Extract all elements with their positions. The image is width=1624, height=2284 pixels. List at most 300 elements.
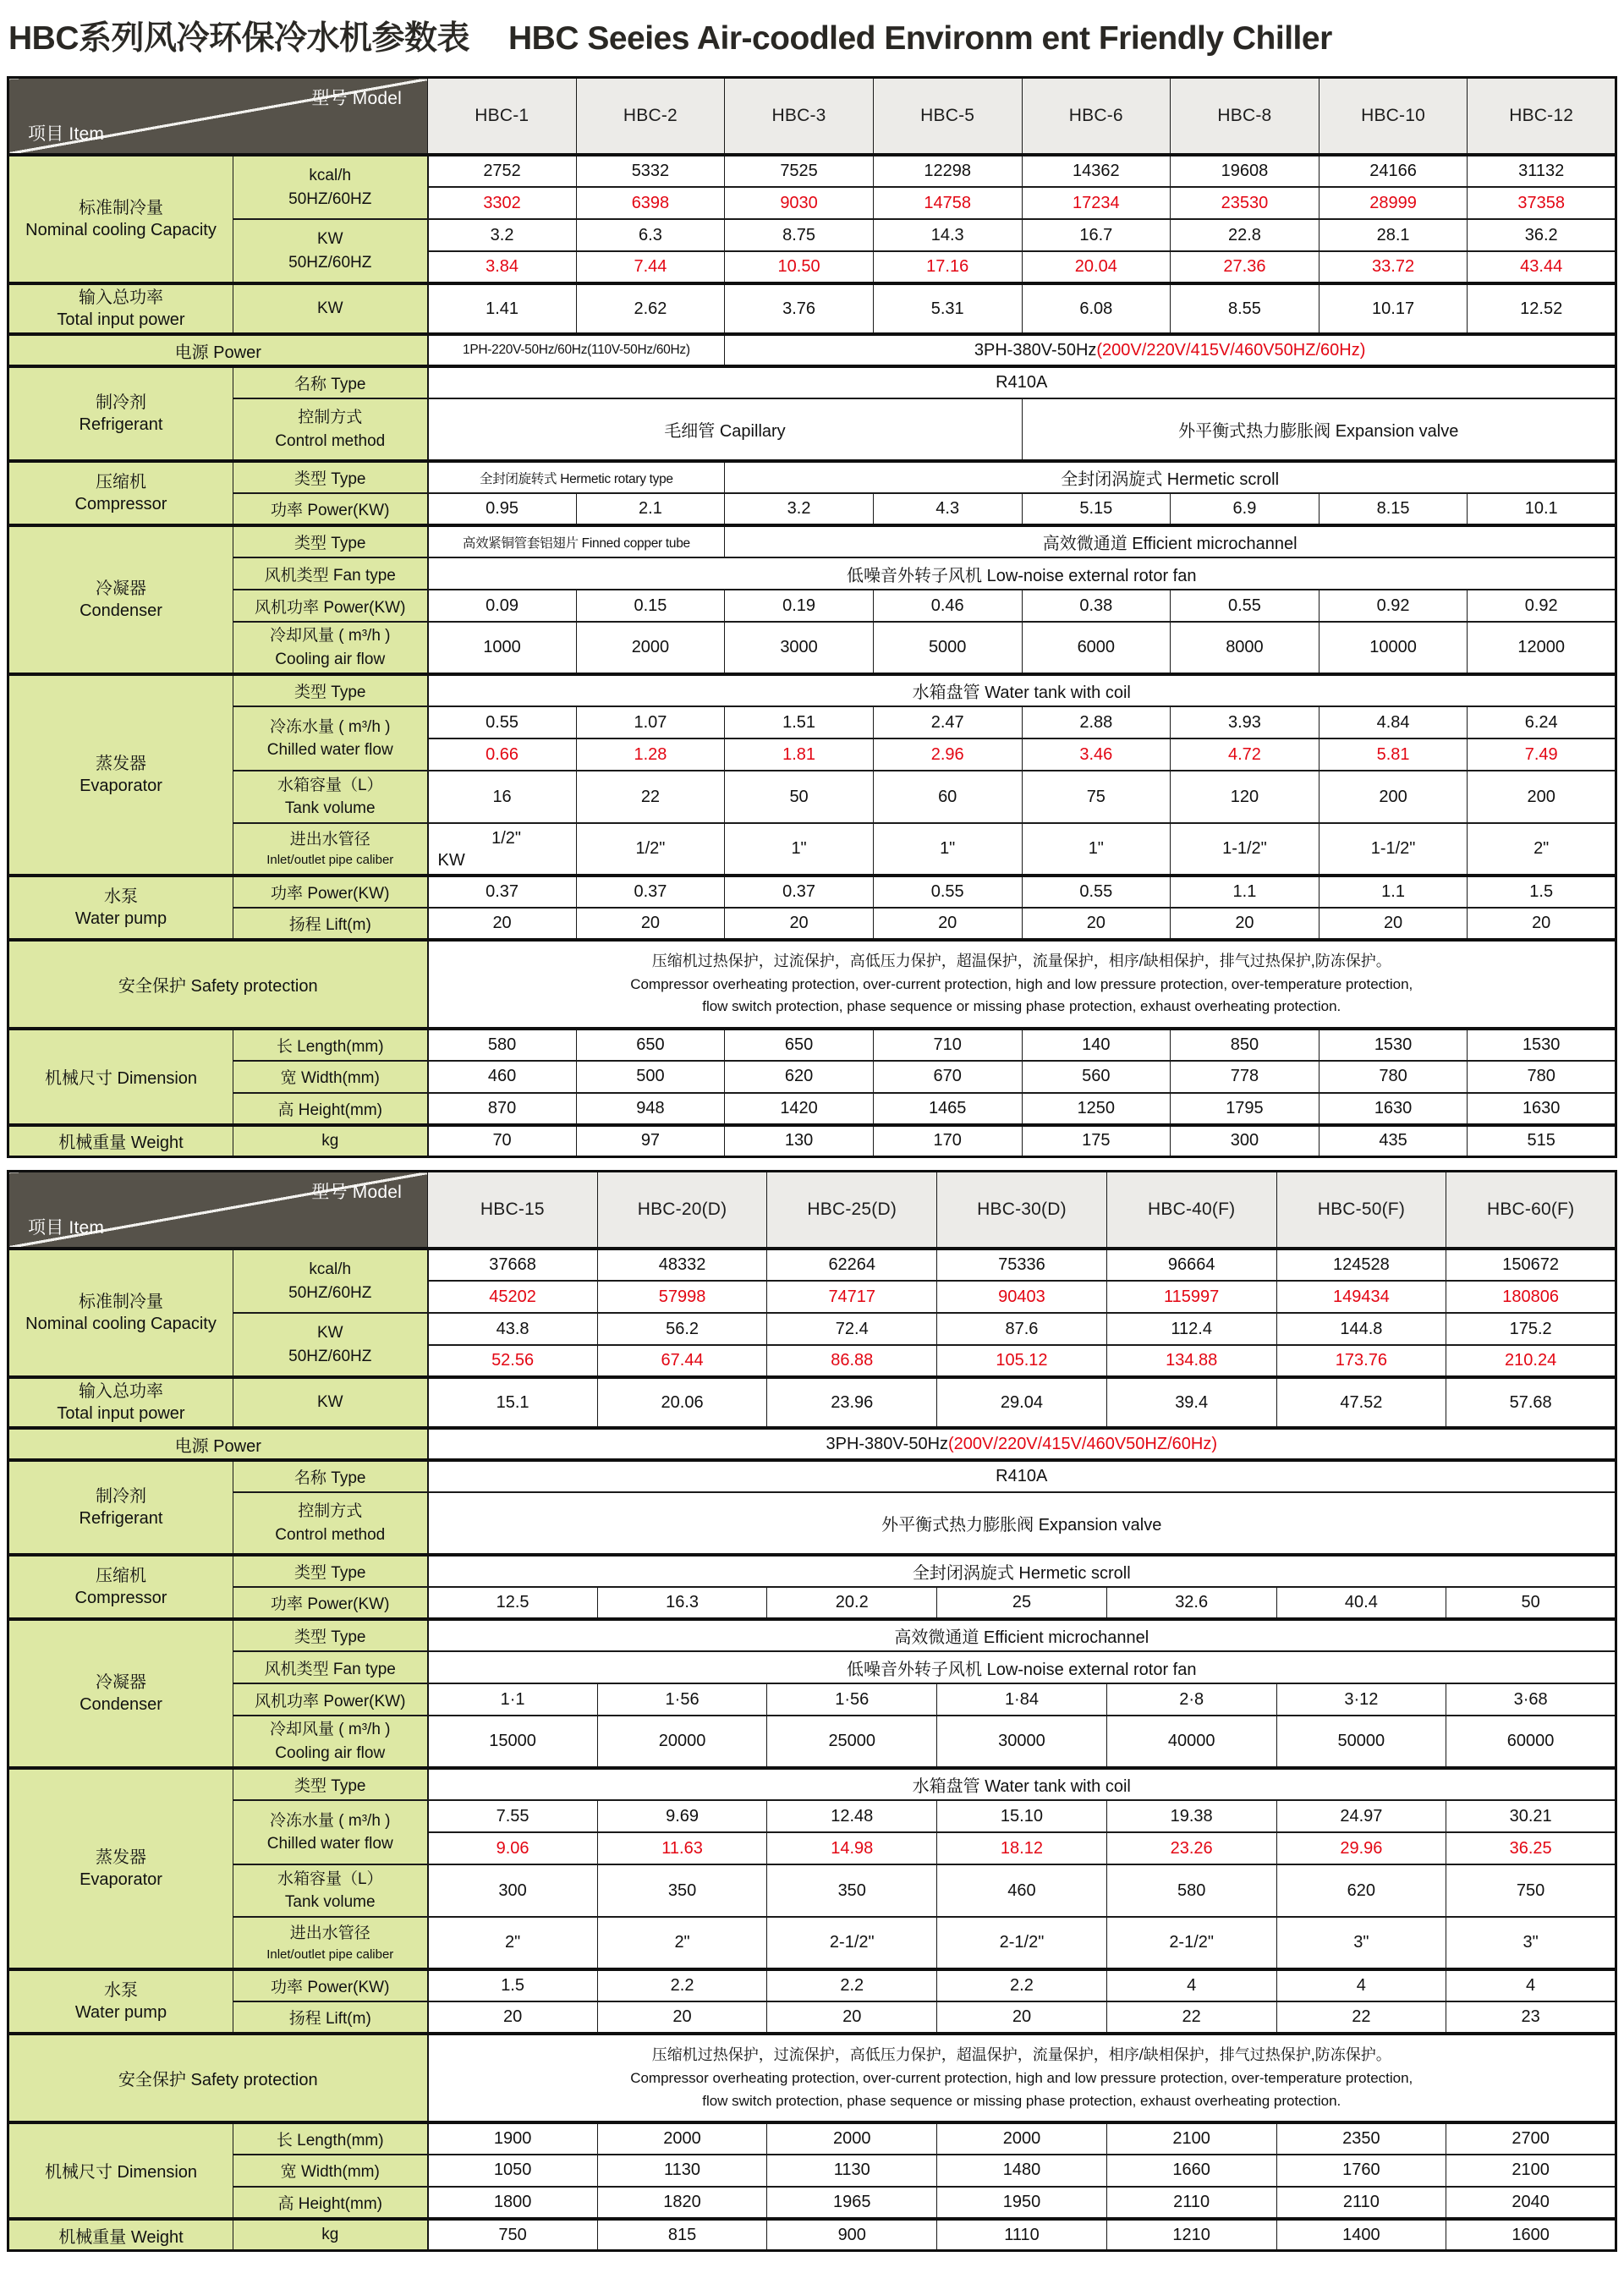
value-cell	[767, 1683, 937, 1716]
cell-text: 650	[636, 1035, 665, 1054]
cell-line: 压缩机	[96, 473, 146, 491]
value-cell	[1446, 2155, 1616, 2187]
category-cell	[8, 155, 233, 283]
value-cell	[576, 1093, 725, 1125]
parameter-table-small-models	[7, 76, 1617, 1158]
category-cell	[8, 1460, 233, 1555]
cell-text: 31132	[1518, 162, 1565, 180]
cell-text: 14362	[1073, 162, 1120, 180]
value-cell	[1022, 283, 1171, 334]
cell-text: 36.25	[1509, 1838, 1552, 1858]
cell-text: 1.1	[1381, 882, 1405, 902]
value-cell	[1171, 155, 1320, 187]
cell-text: 毛细管 Capillary	[664, 422, 786, 441]
value-cell	[725, 525, 1616, 557]
value-cell	[873, 1029, 1022, 1061]
table-row	[8, 2122, 1616, 2155]
cell-text: 1130	[833, 2160, 870, 2180]
table-row	[8, 1969, 1616, 2001]
cell-line: 50HZ/60HZ	[288, 253, 372, 272]
cell-text: 60	[938, 787, 957, 806]
value-cell	[1468, 823, 1616, 876]
table-row	[8, 1377, 1616, 1428]
cell-text: 850	[1230, 1035, 1259, 1054]
value-cell	[576, 1061, 725, 1093]
cell-text: 0.55	[930, 882, 964, 902]
value-cell	[1022, 1061, 1171, 1093]
cell-text: 长 Length(mm)	[276, 2131, 384, 2149]
cell-line: 水箱容量（L）	[277, 1869, 383, 1888]
cell-text: 500	[636, 1067, 665, 1086]
cell-text: 8000	[1226, 638, 1264, 657]
cell-text: 9030	[780, 193, 818, 212]
sub-item-cell	[233, 1969, 428, 2001]
sub-item-cell	[233, 366, 428, 398]
cell-text: 8.55	[1227, 299, 1261, 318]
value-cell	[576, 219, 725, 251]
table-row	[8, 1651, 1616, 1683]
cell-line: 进出水管径	[289, 830, 370, 848]
cell-text: 2·8	[1179, 1689, 1204, 1709]
cell-text: 高 Height(mm)	[277, 2194, 382, 2213]
item-axis-label: 项目 Item	[28, 1218, 105, 1238]
cell-line: 50HZ/60HZ	[288, 1283, 372, 1302]
value-cell	[1022, 590, 1171, 622]
cell-text: 3.2	[787, 499, 811, 518]
value-cell	[597, 1313, 767, 1345]
cell-text: 2110	[1342, 2192, 1380, 2211]
value-cell	[1319, 823, 1468, 876]
value-cell	[1022, 706, 1171, 738]
cell-text: 8.15	[1376, 499, 1410, 518]
table-row	[8, 2187, 1616, 2219]
cell-text: 780	[1379, 1067, 1407, 1086]
cell-line: Nominal cooling Capacity	[25, 221, 217, 239]
cell-text: 15.1	[496, 1392, 529, 1412]
value-cell	[937, 1249, 1107, 1281]
value-cell	[576, 493, 725, 525]
cell-text: 机械重量 Weight	[58, 2227, 184, 2247]
category-cell	[8, 876, 233, 940]
cell-text: 750	[498, 2225, 527, 2244]
cell-text: 20	[1235, 914, 1254, 933]
cell-text: 4	[1526, 1976, 1536, 1996]
value-cell	[428, 1125, 577, 1157]
cell-text: 17234	[1073, 193, 1120, 212]
value-cell	[1446, 1917, 1616, 1969]
cell-text: 1.28	[634, 744, 667, 764]
cell-text: 23.26	[1170, 1838, 1213, 1858]
cell-text: 2.1	[639, 499, 662, 518]
cell-line: Evaporator	[80, 1870, 162, 1890]
cell-text: 1"	[1088, 839, 1104, 859]
value-cell	[767, 2001, 937, 2034]
value-cell	[428, 2187, 598, 2219]
category-cell	[8, 1768, 233, 1969]
value-cell	[1319, 1029, 1468, 1061]
cell-text: 1·84	[1004, 1689, 1039, 1709]
cell-line: 50HZ/60HZ	[288, 189, 372, 208]
value-cell	[597, 1716, 767, 1768]
cell-text: 12000	[1517, 638, 1565, 657]
row-label-cell	[8, 2034, 428, 2122]
sub-item-cell	[233, 1313, 428, 1377]
cell-text: 3·68	[1513, 1689, 1548, 1709]
cell-line: 冷冻水量 ( m³/h )	[270, 717, 391, 736]
value-cell	[1276, 1377, 1446, 1428]
cell-text: 16.3	[666, 1593, 700, 1612]
cell-text: 115997	[1164, 1287, 1220, 1306]
value-cell	[428, 771, 577, 823]
sub-item-cell	[233, 908, 428, 940]
cell-text: 安全保护 Safety protection	[118, 976, 318, 996]
cell-text: 0.15	[634, 596, 667, 615]
table-row	[8, 155, 1616, 187]
cell-text: 22.8	[1227, 225, 1261, 244]
cell-text: 23	[1521, 2007, 1540, 2027]
value-cell	[428, 2122, 598, 2155]
value-cell	[576, 590, 725, 622]
value-cell	[1022, 1125, 1171, 1157]
value-cell	[428, 334, 725, 366]
value-cell	[1319, 1061, 1468, 1093]
cell-line: Condenser	[80, 601, 162, 621]
value-cell	[1106, 1800, 1276, 1832]
sub-item-cell	[233, 1800, 428, 1864]
value-cell	[1106, 1249, 1276, 1281]
sub-item-cell	[233, 1029, 428, 1061]
value-cell	[428, 398, 1023, 461]
table-row	[8, 1619, 1616, 1651]
value-cell	[937, 1800, 1107, 1832]
value-cell	[1106, 1917, 1276, 1969]
cell-text: 50000	[1337, 1732, 1385, 1751]
value-cell	[767, 1313, 937, 1345]
value-cell	[1319, 493, 1468, 525]
cell-text: 4.84	[1376, 712, 1410, 732]
cell-line: 进出水管径	[289, 1924, 370, 1943]
cell-text: 75336	[998, 1255, 1045, 1275]
cell-text: 20	[1383, 914, 1403, 933]
value-cell	[1468, 738, 1616, 771]
cell-text: 外平衡式热力膨胀阀 Expansion valve	[881, 1516, 1162, 1535]
value-cell	[1106, 1345, 1276, 1377]
cell-text: 14758	[924, 193, 971, 212]
table-row	[8, 1716, 1616, 1768]
value-cell	[1446, 1832, 1616, 1864]
value-cell	[767, 2122, 937, 2155]
value-cell	[873, 622, 1022, 674]
spec-table-2	[7, 1170, 1617, 2252]
value-cell	[937, 2219, 1107, 2251]
value-cell	[873, 1061, 1022, 1093]
cell-text: 124528	[1332, 1255, 1390, 1275]
cell-line: Condenser	[80, 1695, 162, 1715]
cell-line: KW	[316, 1324, 343, 1342]
corner-cell	[8, 78, 428, 156]
cell-text: 类型 Type	[294, 684, 366, 702]
cell-text: 28999	[1369, 193, 1417, 212]
category-cell	[8, 525, 233, 674]
cell-text: 功率 Power(KW)	[271, 885, 390, 903]
cell-text: 1795	[1226, 1098, 1264, 1117]
table-row	[8, 1587, 1616, 1619]
value-cell	[1319, 251, 1468, 283]
cell-text: 2-1/2"	[829, 1933, 875, 1952]
cell-text: 75	[1086, 787, 1106, 806]
value-cell	[1468, 493, 1616, 525]
cell-text: 36.2	[1524, 225, 1558, 244]
value-cell	[1171, 493, 1320, 525]
cell-text: 5.31	[930, 299, 964, 318]
value-cell	[576, 1029, 725, 1061]
cell-text: 7525	[780, 162, 818, 180]
value-cell	[937, 2001, 1107, 2034]
cell-text: 22	[1182, 2007, 1201, 2027]
category-cell	[8, 283, 233, 334]
cell-line: Compressor	[74, 495, 167, 513]
cell-text: 650	[784, 1035, 814, 1054]
value-cell	[725, 283, 874, 334]
sub-item-cell	[233, 1917, 428, 1969]
value-cell	[576, 771, 725, 823]
spec-table-1	[7, 76, 1617, 1158]
category-cell	[8, 1969, 233, 2034]
value-cell	[767, 2155, 937, 2187]
value-cell	[1022, 908, 1171, 940]
cell-line: KW	[437, 850, 465, 870]
cell-text: 电源 Power	[174, 343, 261, 362]
cell-line: 标准制冷量	[79, 1293, 163, 1312]
cell-text: 30000	[998, 1732, 1045, 1751]
table-row	[8, 1800, 1616, 1832]
model-axis-label: 型号 Model	[311, 89, 402, 108]
value-cell	[428, 1864, 598, 1917]
cell-text: 1.51	[782, 712, 816, 732]
value-cell	[1276, 1800, 1446, 1832]
cell-text: 11.63	[661, 1838, 703, 1858]
value-cell	[597, 1832, 767, 1864]
cell-text: 57.68	[1509, 1392, 1552, 1412]
cell-line: 蒸发器	[96, 1848, 146, 1868]
value-cell	[1276, 2187, 1446, 2219]
cell-text: 0.37	[634, 882, 667, 902]
value-cell	[937, 1864, 1107, 1917]
cell-text: 72.4	[835, 1319, 869, 1338]
cell-text: 1·56	[835, 1689, 870, 1709]
value-cell	[597, 2219, 767, 2251]
value-cell	[1106, 2187, 1276, 2219]
cell-text: (200V/220V/415V/460V50HZ/60Hz)	[948, 1434, 1217, 1453]
cell-text: 815	[667, 2225, 697, 2244]
cell-text: 5000	[928, 638, 967, 657]
cell-text: 70	[492, 1131, 512, 1150]
cell-text: 2752	[483, 162, 521, 180]
value-cell	[937, 1832, 1107, 1864]
value-cell	[725, 622, 874, 674]
cell-text: 0.37	[782, 882, 816, 902]
cell-text: 300	[498, 1880, 527, 1900]
value-cell	[1468, 1061, 1616, 1093]
cell-text: 30.21	[1509, 1806, 1552, 1826]
value-cell	[1276, 2155, 1446, 2187]
cell-text: 37668	[489, 1255, 536, 1275]
cell-text: 1950	[1002, 2192, 1041, 2211]
value-cell	[937, 2155, 1107, 2187]
cell-text: 580	[487, 1035, 517, 1054]
cell-text: 7.49	[1524, 744, 1558, 764]
cell-text: 460	[487, 1067, 517, 1086]
table-row	[8, 461, 1616, 493]
cell-text: 1210	[1172, 2225, 1210, 2244]
cell-text: 134.88	[1166, 1351, 1218, 1370]
cell-text: 43.44	[1520, 257, 1563, 276]
value-cell	[873, 706, 1022, 738]
value-cell	[1022, 738, 1171, 771]
value-cell	[428, 1061, 577, 1093]
value-cell	[725, 706, 874, 738]
value-cell	[1468, 251, 1616, 283]
value-cell	[1022, 1093, 1171, 1125]
cell-text: 2100	[1512, 2160, 1550, 2180]
value-cell	[873, 283, 1022, 334]
sub-item-cell	[233, 2187, 428, 2219]
cell-text: 350	[667, 1880, 697, 1900]
sub-item-cell	[233, 590, 428, 622]
table-row	[8, 2219, 1616, 2251]
cell-text: 1760	[1342, 2160, 1380, 2180]
value-cell	[576, 706, 725, 738]
cell-text: 710	[933, 1035, 962, 1054]
cell-text: 2.88	[1079, 712, 1113, 732]
cell-text: 1000	[483, 638, 521, 657]
cell-text: 4.3	[935, 499, 960, 518]
value-cell	[1171, 1061, 1320, 1093]
cell-text: 3·12	[1344, 1689, 1379, 1709]
page-title-en: HBC Seeies Air-coodled Environm ent Friendly Chiller	[508, 20, 1332, 57]
cell-text: 2000	[631, 638, 670, 657]
cell-text: 105.12	[996, 1351, 1048, 1370]
sub-item-cell	[233, 2219, 428, 2251]
cell-text: 20	[492, 914, 512, 933]
cell-text: 高效微通道 Efficient microchannel	[1042, 535, 1298, 553]
cell-text: 778	[1230, 1067, 1259, 1086]
value-cell	[1446, 2122, 1616, 2155]
value-cell	[725, 908, 874, 940]
value-cell	[767, 1917, 937, 1969]
table-row	[8, 908, 1616, 940]
header-row	[8, 1172, 1616, 1249]
table-row	[8, 557, 1616, 590]
value-cell	[1171, 1125, 1320, 1157]
cell-text: 1660	[1172, 2160, 1210, 2180]
value-cell	[576, 823, 725, 876]
cell-text: 0.46	[930, 596, 964, 615]
value-cell	[428, 1683, 598, 1716]
table-row	[8, 525, 1616, 557]
cell-text: 1530	[1374, 1035, 1413, 1054]
cell-text: 1.07	[634, 712, 667, 732]
sub-item-cell	[233, 219, 428, 283]
sub-item-cell	[233, 398, 428, 461]
cell-text: 5332	[631, 162, 670, 180]
value-cell	[1022, 398, 1616, 461]
cell-text: 3302	[483, 193, 521, 212]
cell-text: 62264	[828, 1255, 876, 1275]
value-cell	[428, 738, 577, 771]
cell-line: 压缩机	[96, 1567, 146, 1586]
value-cell	[1106, 1281, 1276, 1313]
cell-text: 机械尺寸 Dimension	[44, 1069, 198, 1089]
value-cell	[767, 1832, 937, 1864]
value-cell	[428, 557, 1616, 590]
model-header-cell: HBC-50(F)	[1276, 1172, 1446, 1249]
value-cell	[597, 1683, 767, 1716]
cell-text: 1050	[493, 2160, 532, 2180]
cell-line: 冷却风量 ( m³/h )	[270, 1721, 391, 1739]
value-cell	[1106, 2219, 1276, 2251]
cell-text: 3.2	[490, 225, 514, 244]
cell-line: Control method	[275, 431, 386, 450]
value-cell	[428, 1492, 1616, 1555]
value-cell	[1022, 187, 1171, 219]
model-header-cell: HBC-20(D)	[597, 1172, 767, 1249]
cell-line: kcal/h	[309, 166, 352, 184]
cell-text: 200	[1527, 787, 1555, 806]
value-cell	[1468, 1029, 1616, 1061]
sub-item-cell	[233, 1492, 428, 1555]
cell-text: 3.93	[1227, 712, 1261, 732]
cell-text: 外平衡式热力膨胀阀 Expansion valve	[1178, 422, 1459, 441]
cell-text: 23530	[1221, 193, 1269, 212]
cell-text: 2.96	[930, 744, 964, 764]
value-cell	[1319, 155, 1468, 187]
value-cell	[428, 1029, 577, 1061]
cell-text: 20.06	[661, 1392, 704, 1412]
value-cell	[725, 1029, 874, 1061]
cell-text: 2-1/2"	[999, 1933, 1045, 1952]
cell-text: kg	[321, 1131, 339, 1150]
value-cell	[597, 2155, 767, 2187]
value-cell	[1171, 1093, 1320, 1125]
value-cell	[1319, 876, 1468, 908]
value-cell	[1446, 1683, 1616, 1716]
value-cell	[725, 1061, 874, 1093]
category-cell	[8, 2219, 233, 2251]
cell-text: 350	[837, 1880, 866, 1900]
value-cell	[428, 876, 577, 908]
value-cell	[597, 2001, 767, 2034]
value-cell	[1468, 622, 1616, 674]
value-cell	[1171, 771, 1320, 823]
model-header-cell: HBC-60(F)	[1446, 1172, 1616, 1249]
cell-line: Compressor	[74, 1589, 167, 1608]
cell-text: 37358	[1517, 193, 1565, 212]
sub-item-cell	[233, 1864, 428, 1917]
value-cell	[1171, 622, 1320, 674]
value-cell	[1106, 1864, 1276, 1917]
cell-text: 149434	[1332, 1287, 1390, 1306]
value-cell	[767, 2219, 937, 2251]
value-cell	[428, 461, 725, 493]
value-cell	[1022, 219, 1171, 251]
cell-text: 全封闭涡旋式 Hermetic scroll	[912, 1564, 1131, 1584]
cell-line: 输入总功率	[79, 1382, 163, 1402]
value-cell	[576, 283, 725, 334]
value-cell	[1468, 771, 1616, 823]
cell-text: 风机类型 Fan type	[264, 566, 396, 585]
value-cell	[1106, 2001, 1276, 2034]
